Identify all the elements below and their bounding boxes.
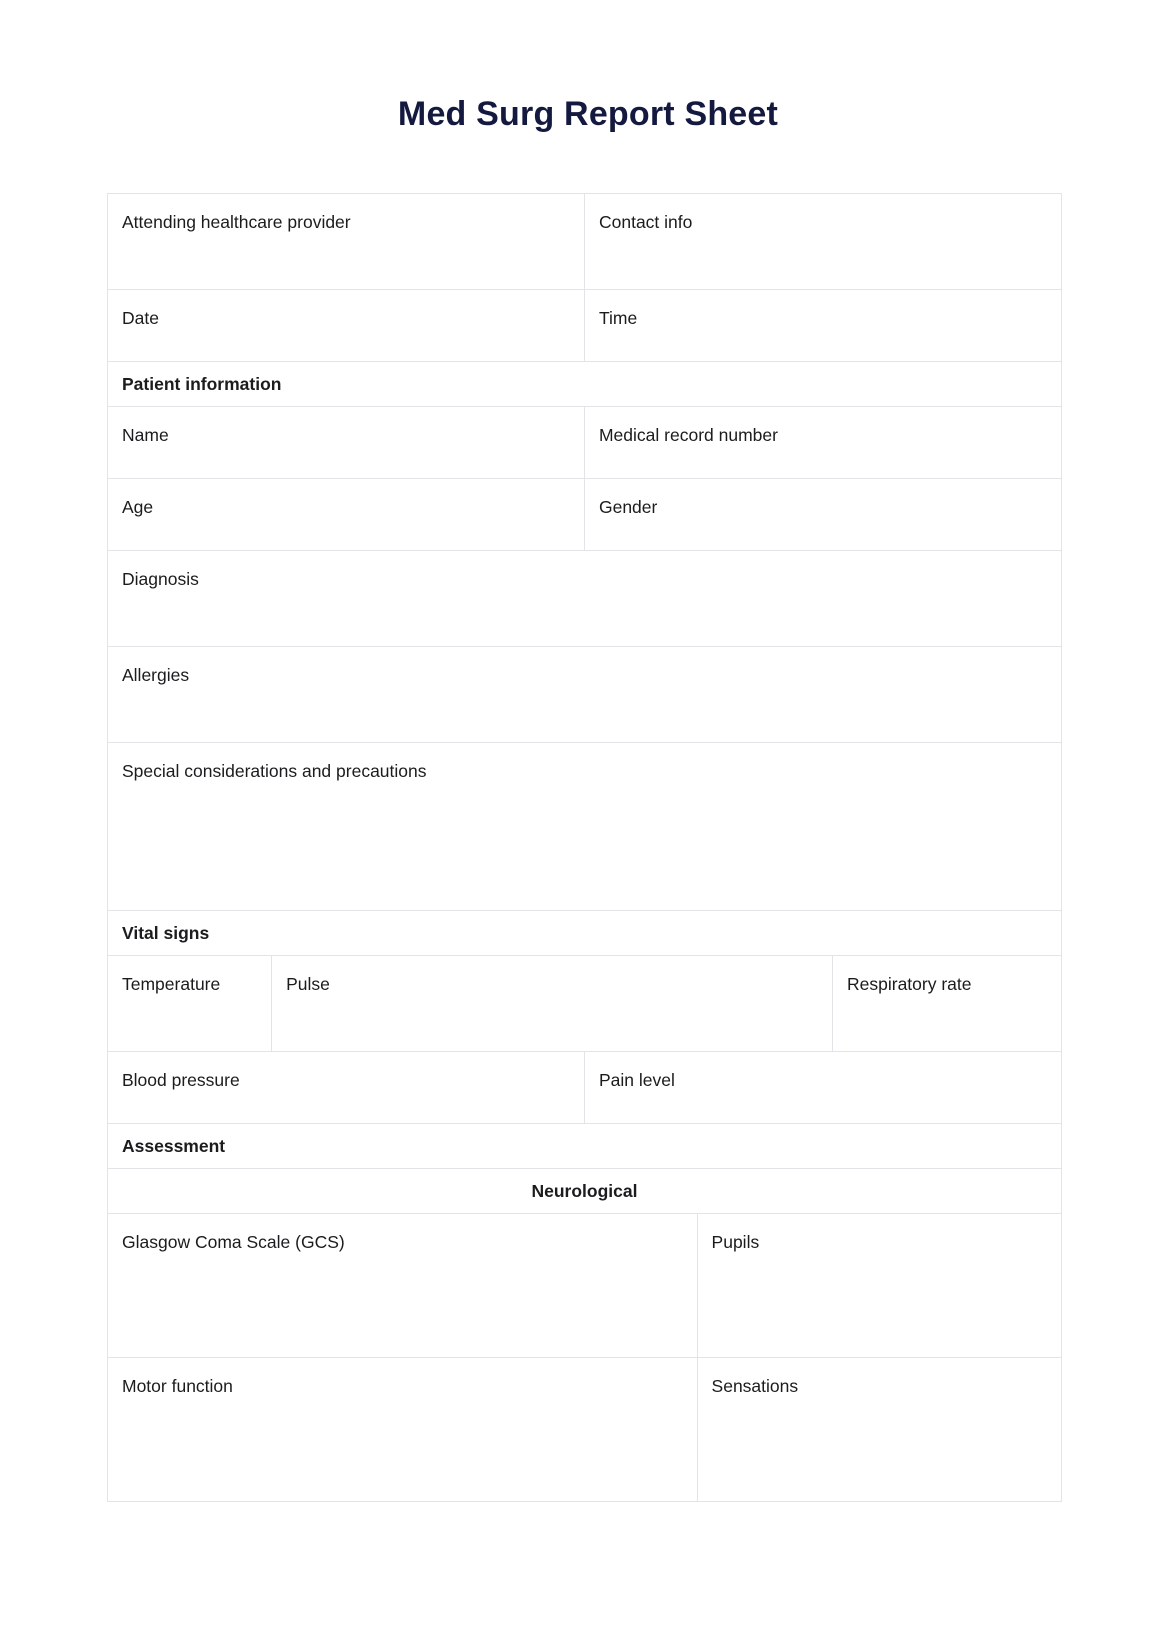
- field-date[interactable]: Date: [108, 290, 585, 362]
- section-header-assessment: [108, 1124, 1062, 1169]
- field-motor-function[interactable]: Motor function: [108, 1358, 698, 1502]
- table-row-date-time: [108, 290, 1062, 362]
- field-special-considerations-and-precautions[interactable]: Special considerations and precautions: [108, 743, 1062, 911]
- field-attending-healthcare-provider[interactable]: Attending healthcare provider: [108, 194, 585, 290]
- table-row-gcs-pupils: [108, 1214, 1062, 1358]
- table-row-vitals-primary: [108, 956, 1062, 1052]
- table-row-vitals-secondary: [108, 1052, 1062, 1124]
- field-contact-info[interactable]: Contact info: [584, 194, 1061, 290]
- field-sensations[interactable]: Sensations: [697, 1358, 1061, 1502]
- table-row-provider: [108, 194, 1062, 290]
- field-diagnosis[interactable]: Diagnosis: [108, 551, 1062, 647]
- table-row-allergies: [108, 647, 1062, 743]
- section-label-vital-signs: Vital signs: [108, 911, 1062, 956]
- med-surg-report-form-table: [107, 193, 1062, 1502]
- field-age[interactable]: Age: [108, 479, 585, 551]
- field-time[interactable]: Time: [584, 290, 1061, 362]
- section-header-patient-information: [108, 362, 1062, 407]
- section-label-assessment: Assessment: [108, 1124, 1062, 1169]
- field-pupils[interactable]: Pupils: [697, 1214, 1061, 1358]
- field-name[interactable]: Name: [108, 407, 585, 479]
- field-medical-record-number[interactable]: Medical record number: [584, 407, 1061, 479]
- table-row-name-mrn: [108, 407, 1062, 479]
- section-header-neurological: [108, 1169, 1062, 1214]
- field-allergies[interactable]: Allergies: [108, 647, 1062, 743]
- table-row-diagnosis: [108, 551, 1062, 647]
- field-glasgow-coma-scale[interactable]: Glasgow Coma Scale (GCS): [108, 1214, 698, 1358]
- field-pulse[interactable]: Pulse: [272, 956, 833, 1052]
- field-pain-level[interactable]: Pain level: [584, 1052, 1061, 1124]
- page-title: Med Surg Report Sheet: [397, 95, 779, 133]
- section-header-vital-signs: [108, 911, 1062, 956]
- field-temperature[interactable]: Temperature: [108, 956, 272, 1052]
- section-label-neurological: Neurological: [108, 1169, 1062, 1214]
- section-label-patient-information: Patient information: [108, 362, 1062, 407]
- table-row-age-gender: [108, 479, 1062, 551]
- field-gender[interactable]: Gender: [584, 479, 1061, 551]
- table-row-motor-sensations: [108, 1358, 1062, 1502]
- field-respiratory-rate[interactable]: Respiratory rate: [833, 956, 1062, 1052]
- field-blood-pressure[interactable]: Blood pressure: [108, 1052, 585, 1124]
- table-row-special-considerations: [108, 743, 1062, 911]
